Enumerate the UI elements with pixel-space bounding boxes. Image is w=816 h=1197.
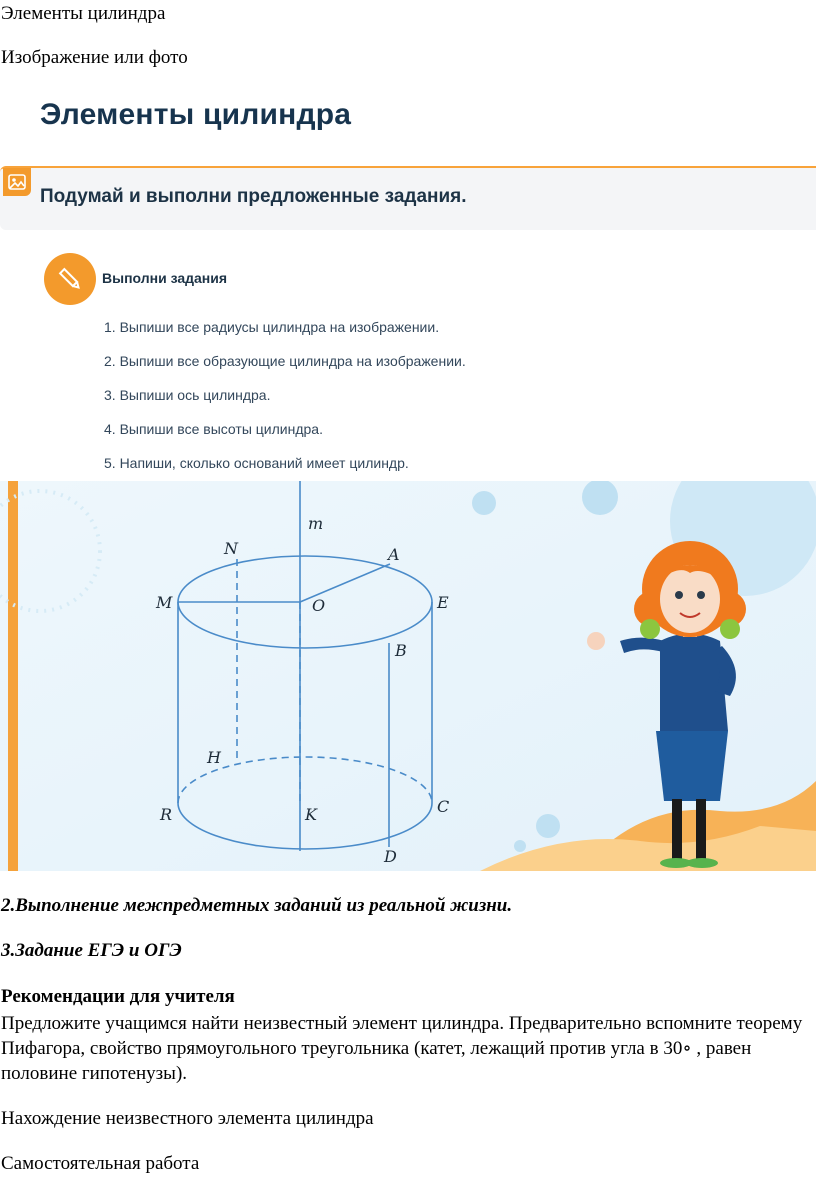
label-H: H — [207, 748, 221, 767]
recommendations-text: Предложите учащимся найти неизвестный элемент цилиндра. Предварительно вспомните теорему Пифагора, свойство прямоугольного треугольника (катет, лежащий против угла в 30∘ , равен половине гипотенузы). — [1, 1013, 803, 1084]
label-O: O — [312, 596, 326, 615]
decor-bubble — [472, 491, 496, 515]
task-item: 5. Напиши, сколько оснований имеет цилиндр. — [104, 455, 409, 471]
decor-bubble — [536, 814, 560, 838]
image-caption: Изображение или фото — [1, 47, 188, 68]
task-item: 4. Выпиши все высоты цилиндра. — [104, 421, 323, 437]
left-accent-bar — [8, 481, 18, 871]
pencil-icon — [44, 253, 96, 305]
task-item: 3. Выпиши ось цилиндра. — [104, 387, 271, 403]
label-C: C — [437, 797, 450, 816]
recommendations-heading: Рекомендации для учителя — [1, 986, 235, 1007]
task-item: 2. Выпиши все образующие цилиндра на изображении. — [104, 353, 466, 369]
label-N: N — [224, 539, 238, 558]
label-E: E — [437, 593, 449, 612]
banner-text: Подумай и выполни предложенные задания. — [40, 186, 467, 207]
independent-work-line: Самостоятельная работа — [1, 1153, 200, 1174]
document-title: Элементы цилиндра — [1, 3, 166, 24]
finding-element-line: Нахождение неизвестного элемента цилиндра — [1, 1108, 374, 1129]
label-B: B — [395, 641, 407, 660]
lesson-title: Элементы цилиндра — [40, 98, 352, 131]
label-D: D — [384, 847, 397, 866]
section-3-heading: 3.Задание ЕГЭ и ОГЭ — [1, 940, 182, 961]
image-icon — [3, 168, 31, 196]
lesson-screenshot — [0, 80, 816, 872]
section-2-heading: 2.Выполнение межпредметных заданий из реальной жизни. — [1, 895, 513, 916]
label-R: R — [160, 805, 173, 824]
label-K: K — [305, 805, 317, 824]
decor-bubble — [514, 840, 526, 852]
label-m: m — [308, 514, 324, 533]
cylinder-illustration — [0, 481, 816, 871]
task-banner — [0, 166, 816, 230]
tasks-heading: Выполни задания — [102, 270, 228, 286]
label-M: M — [156, 593, 173, 612]
label-A: A — [388, 545, 400, 564]
task-item: 1. Выпиши все радиусы цилиндра на изображении. — [104, 319, 440, 335]
